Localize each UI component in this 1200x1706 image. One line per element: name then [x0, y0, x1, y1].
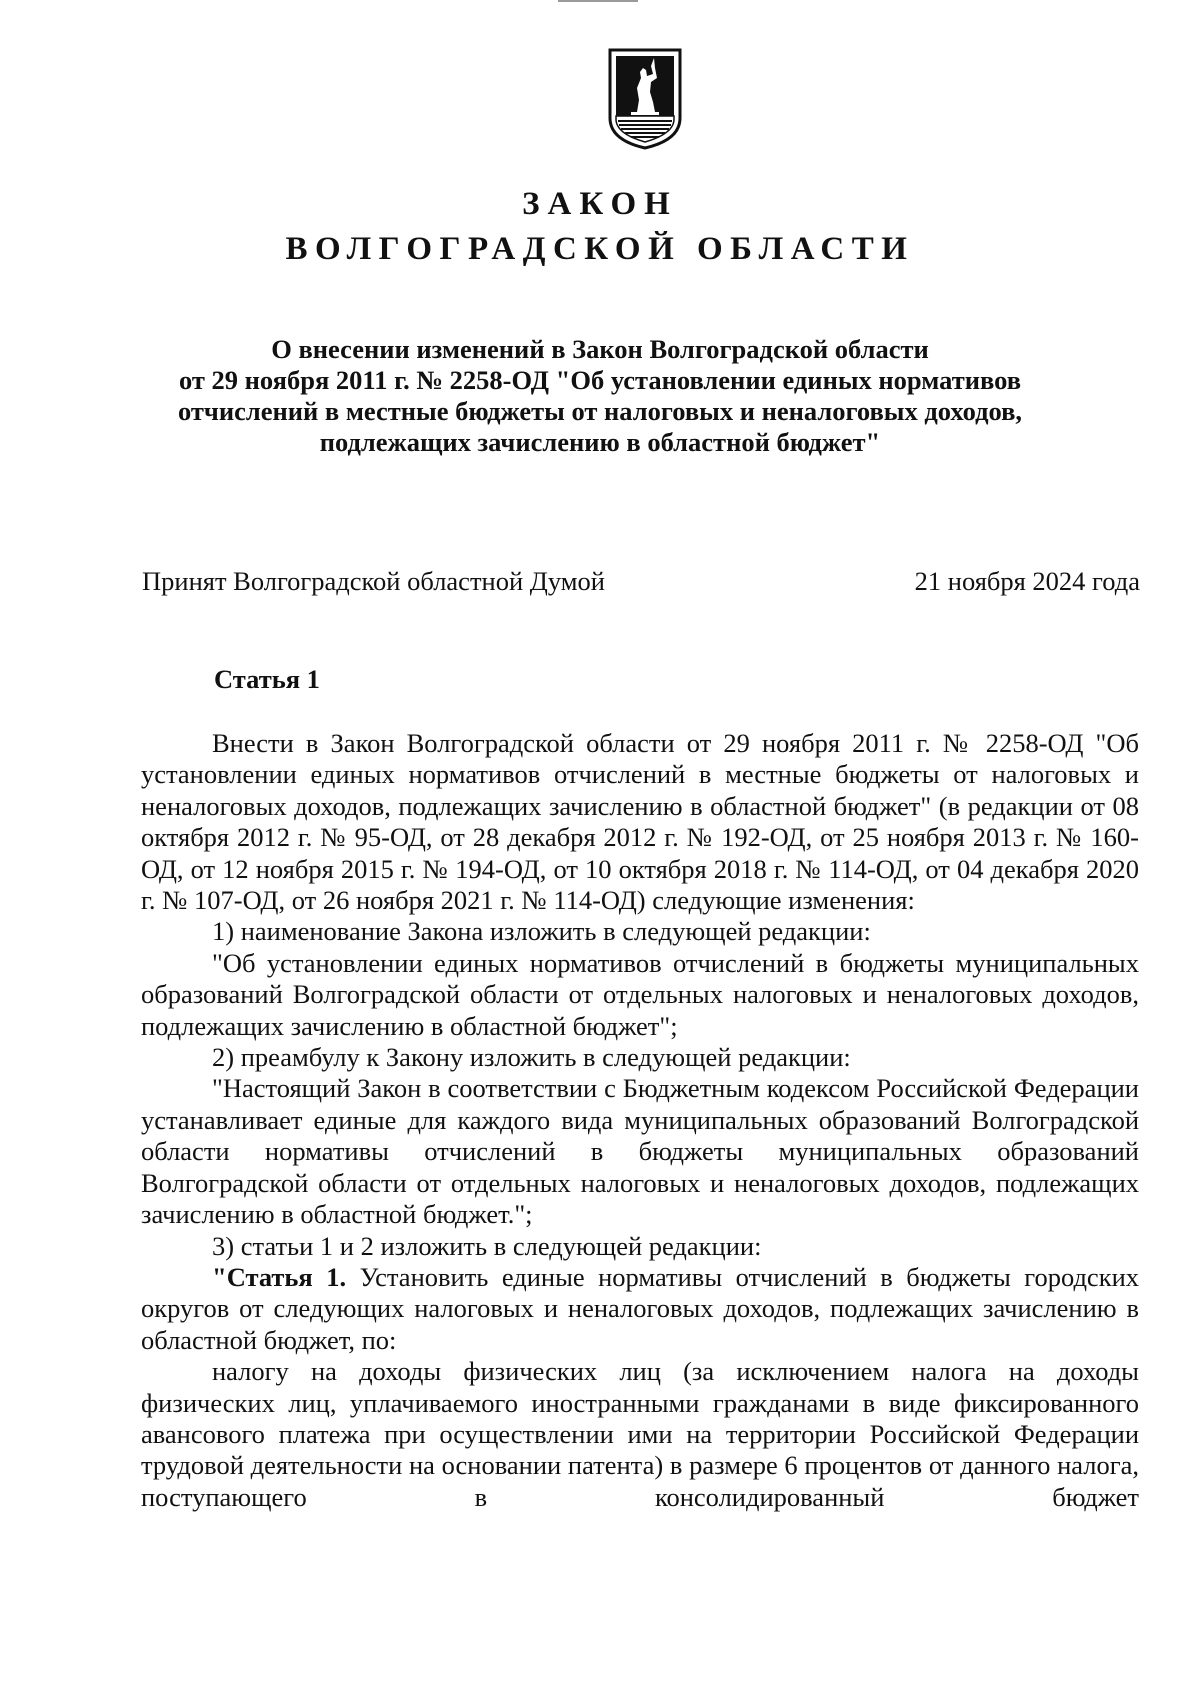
- law-title: ЗАКОН: [522, 186, 678, 222]
- amendment-item-1-text: "Об установлении единых нормативов отчислений в бюджеты муниципальных образований Волгоградской области от отдельных налоговых и неналоговых доходов, подлежащих зачислению в областной бюджет";: [141, 947, 1139, 1041]
- document-heading: [110, 334, 1090, 458]
- adopted-by: Принят Волгоградской областной Думой: [142, 566, 605, 596]
- article-intro: Внести в Закон Волгоградской области от 29 ноября 2011 г. № 2258-ОД "Об установлении единых нормативов отчислений в местные бюджеты от налоговых и неналоговых доходов, подлежащих зачислению в областной бюджет" (в редакции от 08 октября 2012 г. № 95-ОД, от 28 декабря 2012 г. № 192-ОД, от 25 ноября 2013 г. № 160-ОД, от 12 ноября 2015 г. № 194-ОД, от 10 октября 2018 г. № 114-ОД, от 04 декабря 2020 г. № 107-ОД, от 26 ноября 2021 г. № 114-ОД) следующие изменения:: [141, 728, 1139, 916]
- article-heading: Статья 1: [214, 664, 320, 694]
- new-article-label: "Статья 1.: [212, 1261, 347, 1292]
- scan-edge-mark: [558, 0, 638, 2]
- amendment-item-2-text: "Настоящий Закон в соответствии с Бюджетным кодексом Российской Федерации устанавливает единые для каждого вида муниципальных образований Волгоградской области нормативы отчислений в бюджеты муниципальных образований Волгоградской области от отдельных налоговых и неналоговых доходов, подлежащих зачислению в областной бюджет.";: [141, 1073, 1139, 1230]
- article-body: [141, 728, 1139, 1513]
- new-article-text: Установить единые нормативы отчислений в бюджеты городских округов от следующих налоговых и неналоговых доходов, подлежащих зачислению в областной бюджет, по:: [141, 1261, 1139, 1355]
- volgograd-coat-of-arms-icon: [607, 48, 683, 150]
- heading-line: от 29 ноября 2011 г. № 2258-ОД "Об установлении единых нормативов: [178, 365, 1022, 395]
- law-subtitle: ВОЛГОГРАДСКОЙ ОБЛАСТИ: [285, 231, 915, 267]
- amendment-item-3: 3) статьи 1 и 2 изложить в следующей редакции:: [212, 1230, 762, 1261]
- heading-line: подлежащих зачислению в областной бюджет": [319, 427, 881, 457]
- adopted-date: 21 ноября 2024 года: [914, 566, 1140, 596]
- amendment-item-2: 2) преамбулу к Закону изложить в следующей редакции:: [212, 1042, 851, 1073]
- heading-line: отчислений в местные бюджеты от налоговых и неналоговых доходов,: [177, 396, 1023, 426]
- amendment-item-1: 1) наименование Закона изложить в следующей редакции:: [212, 916, 871, 947]
- heading-line: О внесении изменений в Закон Волгоградской области: [271, 334, 929, 364]
- tax-paragraph: налогу на доходы физических лиц (за исключением налога на доходы физических лиц, уплачиваемого иностранными гражданами в виде фиксированного авансового платежа при осуществлении ими на территории Российской Федерации трудовой деятельности на основании патента) в размере 6 процентов от данного налога, поступающего в консолидированный бюджет: [141, 1356, 1139, 1512]
- amendment-item-3-text: [141, 1262, 1139, 1356]
